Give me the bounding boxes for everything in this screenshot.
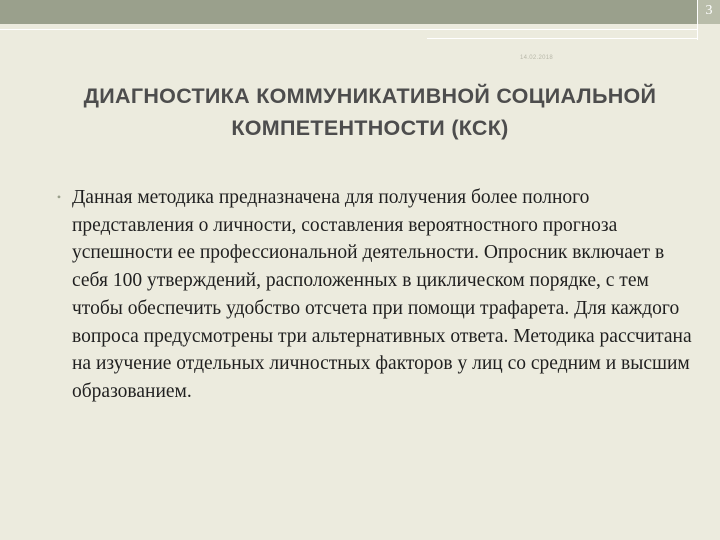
slide-date: 14.02.2018 <box>520 55 554 61</box>
header-rule <box>0 29 697 30</box>
slide-number: 3 <box>705 3 713 18</box>
header-rule-short <box>427 38 697 39</box>
bullet-icon: • <box>56 190 62 204</box>
bullet-item <box>52 184 702 406</box>
header-band <box>0 0 720 24</box>
bullet-list <box>52 184 702 406</box>
slide-title: ДИАГНОСТИКА КОММУНИКАТИВНОЙ СОЦИАЛЬНОЙ КОМПЕТЕНТНОСТИ (КСК) <box>83 84 657 140</box>
header-divider <box>697 0 698 40</box>
bullet-text: Данная методика предназначена для получения более полного представления о личности, составления вероятностного прогноза успешности ее профессиональной деятельности. Опросник включает в себя 100 утверждений, расположенных в циклическом порядке, с тем чтобы обеспечить удобство отсчета при помощи трафарета. Для каждого вопроса предусмотрены три альтернативных ответа. Методика рассчитана на изучение отдельных личностных факторов у лиц со средним и высшим образованием. <box>72 187 692 402</box>
